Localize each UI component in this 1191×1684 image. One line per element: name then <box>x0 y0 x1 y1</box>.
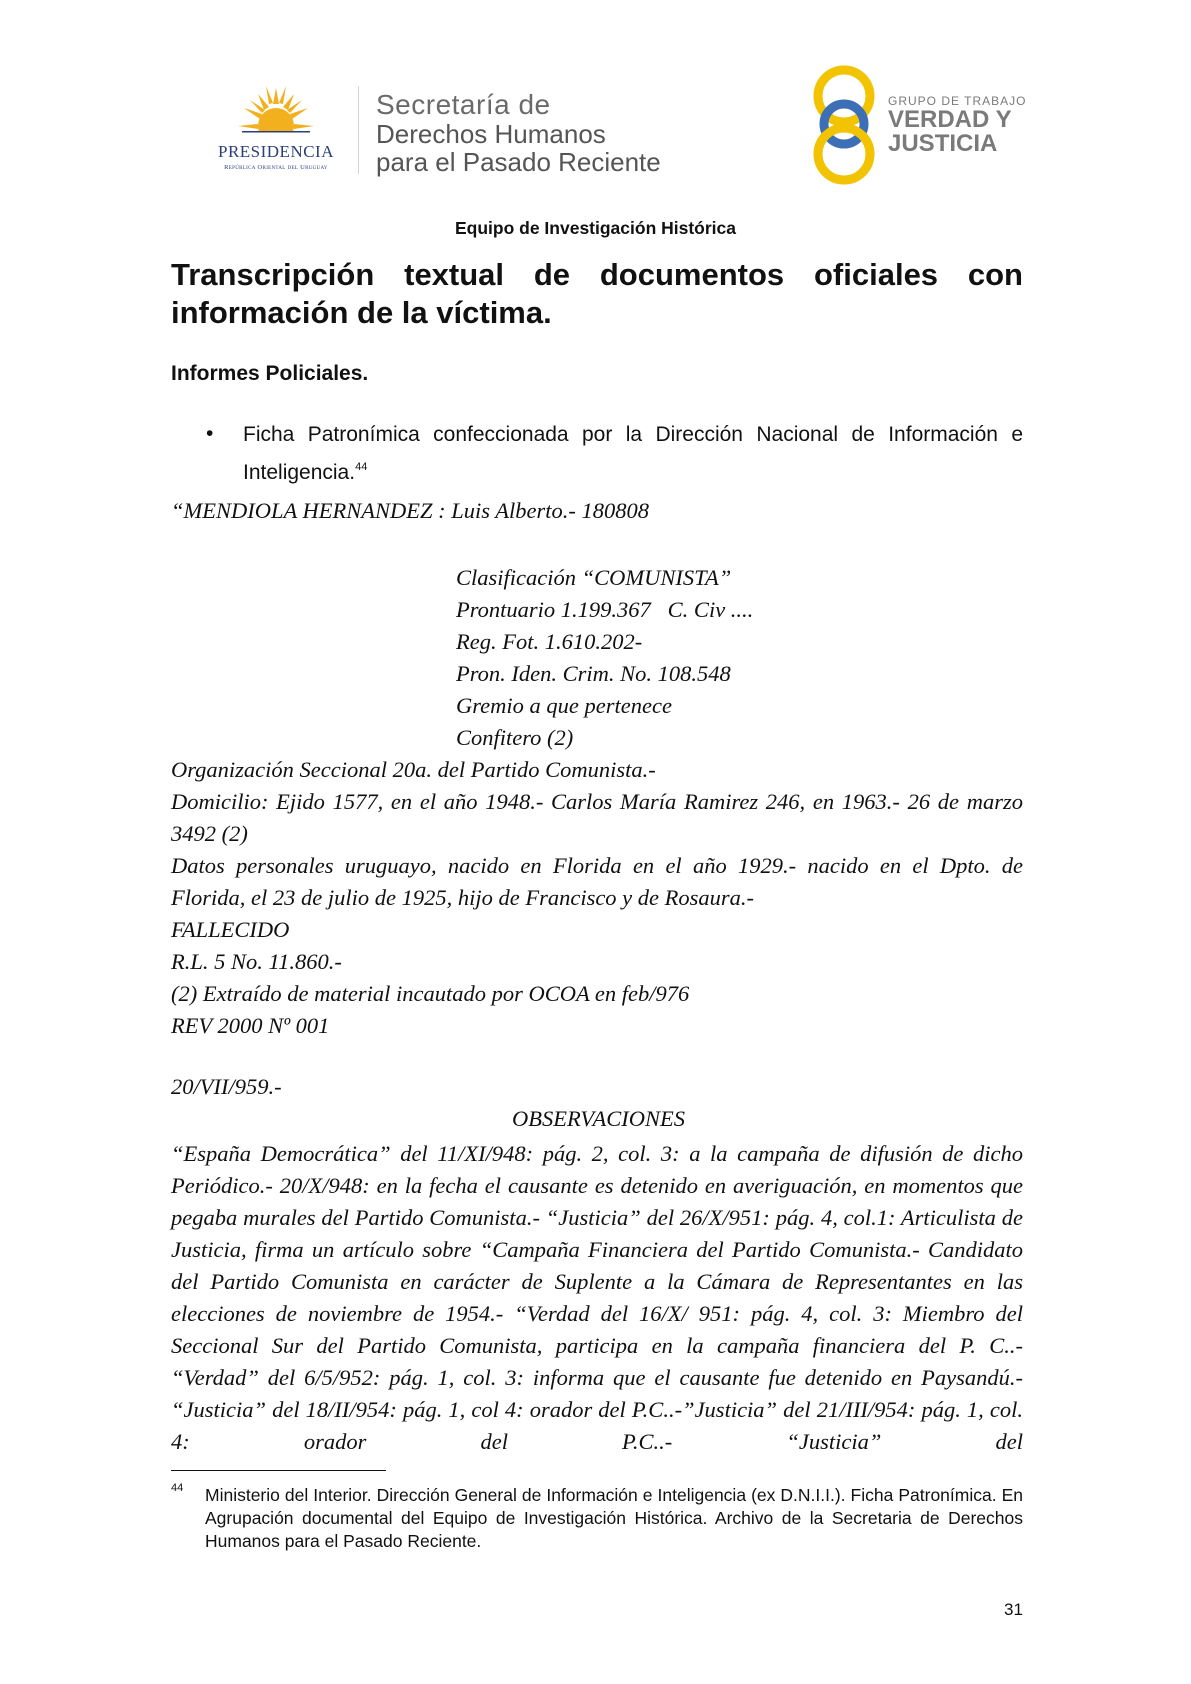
classification-line: Clasificación “COMUNISTA” <box>456 565 732 590</box>
presidencia-subtitle: República Oriental del Uruguay <box>224 164 328 171</box>
observaciones-text: “España Democrática” del 11/XI/948: pág. 2, col. 3: a la campaña de difusión de dicho Periódico.- 20/X/948: en la fecha el causante es detenido en averiguación, en momentos que pegaba murales del Partido Comunista.- “Justicia” del 26/X/951: pág. 4, col.1: Articulista de Justicia, firma un artículo sobre “Campaña Financiera del Partido Comunista.- Candidato del Partido Comunista en carácter de Suplente a la Cámara de Representantes en las elecciones de noviembre de 1954.- “Verdad del 16/X/ 951: pág. 4, col. 3: Miembro del Seccional Sur del Partido Comunista, participa en la campaña financiera del P. C..- “Verdad” del 6/5/952: pág. 1, col. 3: informa que el causante fue detenido en Paysandú.- “Justicia” del 18/II/954: pág. 1, col 4: orador del P.C..-”Justicia” del 21/III/954: pág. 1, col. 4: orador del P.C..- “Justicia” del <box>171 1141 1023 1454</box>
classification-line: Gremio a que pertenece <box>456 693 672 718</box>
classification-line: Pron. Iden. Crim. No. 108.548 <box>456 661 731 686</box>
classification-line: Prontuario 1.199.367 C. Civ .... <box>456 597 754 622</box>
grupo-trabajo-text <box>888 94 1026 156</box>
classification-line: Confitero (2) <box>456 725 574 750</box>
data-line: (2) Extraído de material incautado por OCOA en feb/976 <box>171 981 690 1006</box>
page-number: 31 <box>1004 1600 1023 1619</box>
classification-line: Reg. Fot. 1.610.202- <box>456 629 643 654</box>
secretaria-line-2: Derechos Humanos <box>376 119 606 149</box>
section-heading: Informes Policiales. <box>171 362 369 385</box>
footnote-text: Ministerio del Interior. Dirección General de Información e Inteligencia (ex D.N.I.I.). Ficha Patronímica. En Agrupación documental del Equipo de Investigación Histórica. Archivo de la Secretaria de Derechos Humanos para el Pasado Reciente. <box>205 1485 1023 1551</box>
grupo-line-3: JUSTICIA <box>888 130 998 157</box>
secretaria-line-1: Secretaría de <box>376 89 551 120</box>
classification-block <box>456 562 753 754</box>
grupo-line-1: GRUPO DE TRABAJO <box>888 94 1027 108</box>
record-name: “MENDIOLA HERNANDEZ : Luis Alberto.- 180808 <box>171 498 649 523</box>
observaciones-heading: OBSERVACIONES <box>512 1106 685 1131</box>
footnote-rule <box>171 1470 386 1471</box>
page-header <box>0 0 1191 200</box>
bullet-marker: • <box>206 422 214 445</box>
data-line: FALLECIDO <box>171 917 290 942</box>
presidencia-logo <box>196 82 356 178</box>
data-line: REV 2000 Nº 001 <box>171 1013 330 1038</box>
bullet-item <box>243 419 1023 489</box>
data-line: Datos personales uruguayo, nacido en Florida en el año 1929.- nacido en el Dpto. de Florida, el 23 de julio de 1925, hijo de Francisco y de Rosaura.- <box>171 853 1023 910</box>
footnote-number: 44 <box>171 1482 184 1494</box>
record-date: 20/VII/959.- <box>171 1074 282 1099</box>
data-line: R.L. 5 No. 11.860.- <box>171 949 342 974</box>
data-line: Organización Seccional 20a. del Partido Comunista.- <box>171 757 656 782</box>
data-line: Domicilio: Ejido 1577, en el año 1948.- Carlos María Ramirez 246, en 1963.- 26 de marzo 3492 (2) <box>171 789 1023 846</box>
personal-data-block <box>171 754 1023 1042</box>
secretaria-logo-text <box>376 90 661 176</box>
bullet-text: Ficha Patronímica confeccionada por la Dirección Nacional de Información e Inteligencia. <box>243 423 1023 484</box>
footnote-ref: 44 <box>355 461 368 473</box>
secretaria-line-3: para el Pasado Reciente <box>376 147 661 177</box>
presidencia-name: PRESIDENCIA <box>217 142 334 161</box>
header-divider <box>358 86 359 174</box>
grupo-line-2: VERDAD Y <box>888 106 1012 133</box>
document-title: Transcripción textual de documentos oficiales con información de la víctima. <box>171 257 1023 330</box>
sun-icon <box>236 82 316 142</box>
team-heading: Equipo de Investigación Histórica <box>454 218 737 238</box>
